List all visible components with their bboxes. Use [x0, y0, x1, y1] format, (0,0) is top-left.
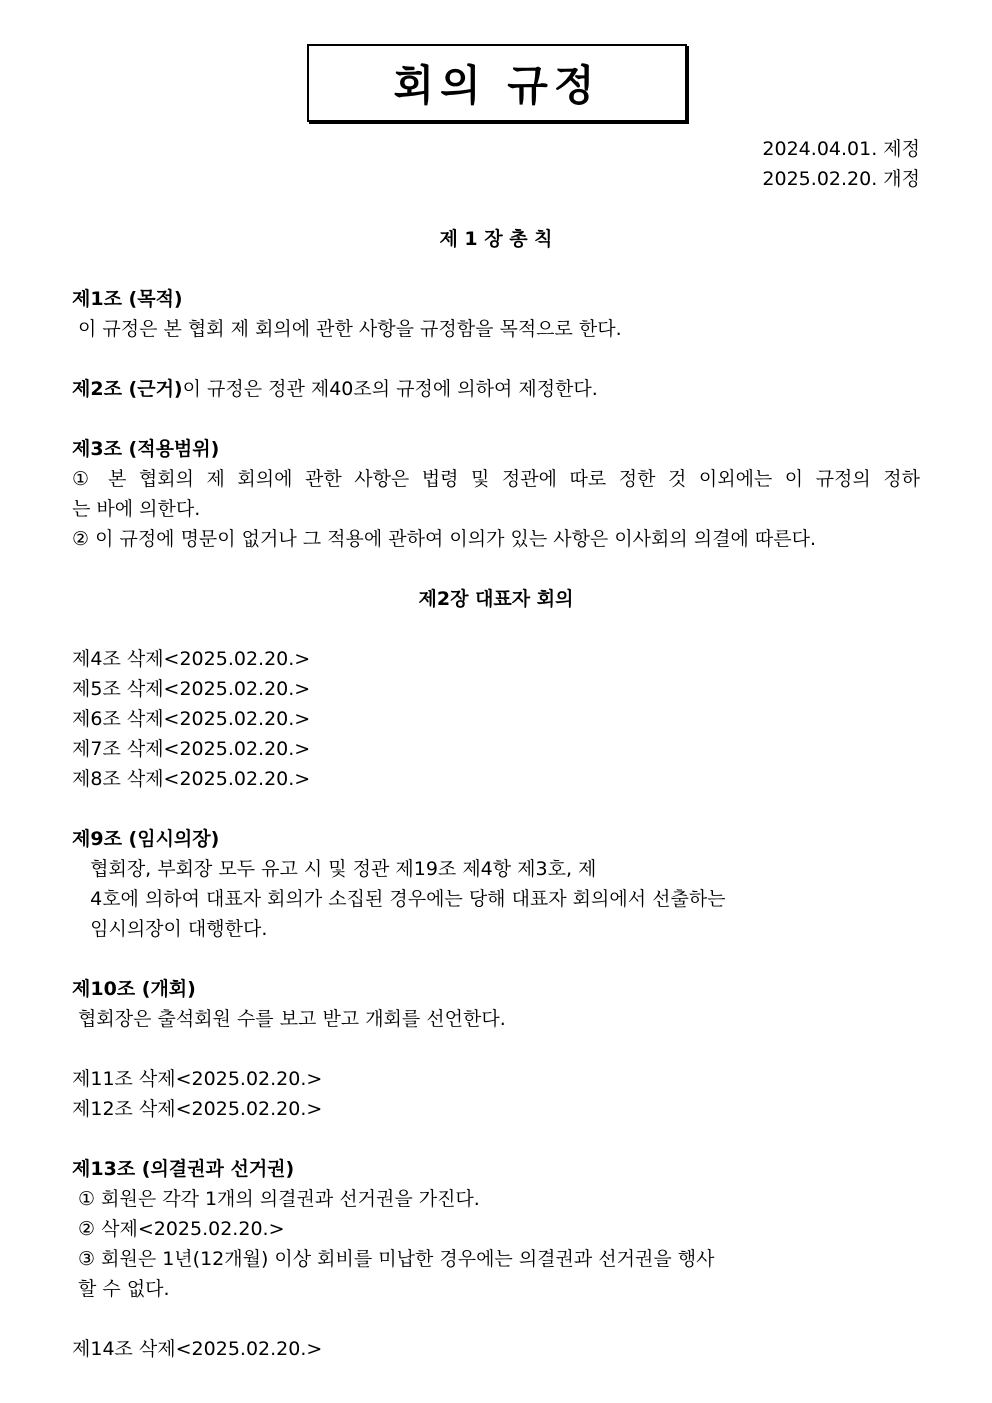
article-3-item-1-line-1: ① 본 협회의 제 회의에 관한 사항은 법령 및 정관에 따로 정한 것 이외에는 이 규정의 정하 — [72, 468, 920, 490]
chapter-2-heading: 제2장 대표자 회의 — [418, 588, 574, 610]
article-5-deleted: 제5조 삭제<2025.02.20.> — [72, 678, 311, 700]
article-7-deleted: 제7조 삭제<2025.02.20.> — [72, 738, 311, 760]
article-6-deleted: 제6조 삭제<2025.02.20.> — [72, 708, 311, 730]
article-13-item-2: ② 삭제<2025.02.20.> — [72, 1218, 285, 1240]
article-1-heading: 제1조 (목적) — [72, 288, 183, 310]
article-13-heading: 제13조 (의결권과 선거권) — [72, 1158, 295, 1180]
revised-date: 2025.02.20. 개정 — [762, 168, 920, 190]
document-title: 회의 규정 — [307, 44, 687, 122]
chapter-1-heading: 제 1 장 총 칙 — [439, 228, 553, 250]
article-1-body: 이 규정은 본 협회 제 회의에 관한 사항을 규정함을 목적으로 한다. — [72, 318, 622, 340]
article-9-line-1: 협회장, 부회장 모두 유고 시 및 정관 제19조 제4항 제3호, 제 — [72, 858, 597, 880]
article-9-heading: 제9조 (임시의장) — [72, 828, 220, 850]
article-13-item-3-line-2: 할 수 없다. — [72, 1278, 170, 1300]
article-10-heading: 제10조 (개회) — [72, 978, 196, 1000]
article-3-item-2: ② 이 규정에 명문이 없거나 그 적용에 관하여 이의가 있는 사항은 이사회의 의결에 따른다. — [72, 528, 816, 550]
article-12-deleted: 제12조 삭제<2025.02.20.> — [72, 1098, 323, 1120]
article-2-heading: 제2조 (근거) — [72, 378, 183, 400]
article-4-deleted: 제4조 삭제<2025.02.20.> — [72, 648, 311, 670]
article-9-line-2: 4호에 의하여 대표자 회의가 소집된 경우에는 당해 대표자 회의에서 선출하는 — [72, 888, 726, 910]
article-13-item-1: ① 회원은 각각 1개의 의결권과 선거권을 가진다. — [72, 1188, 480, 1210]
article-8-deleted: 제8조 삭제<2025.02.20.> — [72, 768, 311, 790]
article-11-deleted: 제11조 삭제<2025.02.20.> — [72, 1068, 323, 1090]
article-14-deleted: 제14조 삭제<2025.02.20.> — [72, 1338, 323, 1360]
article-2-body: 이 규정은 정관 제40조의 규정에 의하여 제정한다. — [182, 378, 598, 400]
article-9-line-3: 임시의장이 대행한다. — [72, 918, 268, 940]
article-3-item-1-line-2: 는 바에 의한다. — [72, 498, 201, 520]
enacted-date: 2024.04.01. 제정 — [762, 138, 920, 160]
article-2 — [72, 374, 598, 404]
article-10-body: 협회장은 출석회원 수를 보고 받고 개회를 선언한다. — [72, 1008, 506, 1030]
article-13-item-3-line-1: ③ 회원은 1년(12개월) 이상 회비를 미납한 경우에는 의결권과 선거권을 행사 — [72, 1248, 715, 1270]
revision-dates — [762, 134, 920, 194]
article-3-heading: 제3조 (적용범위) — [72, 438, 220, 460]
